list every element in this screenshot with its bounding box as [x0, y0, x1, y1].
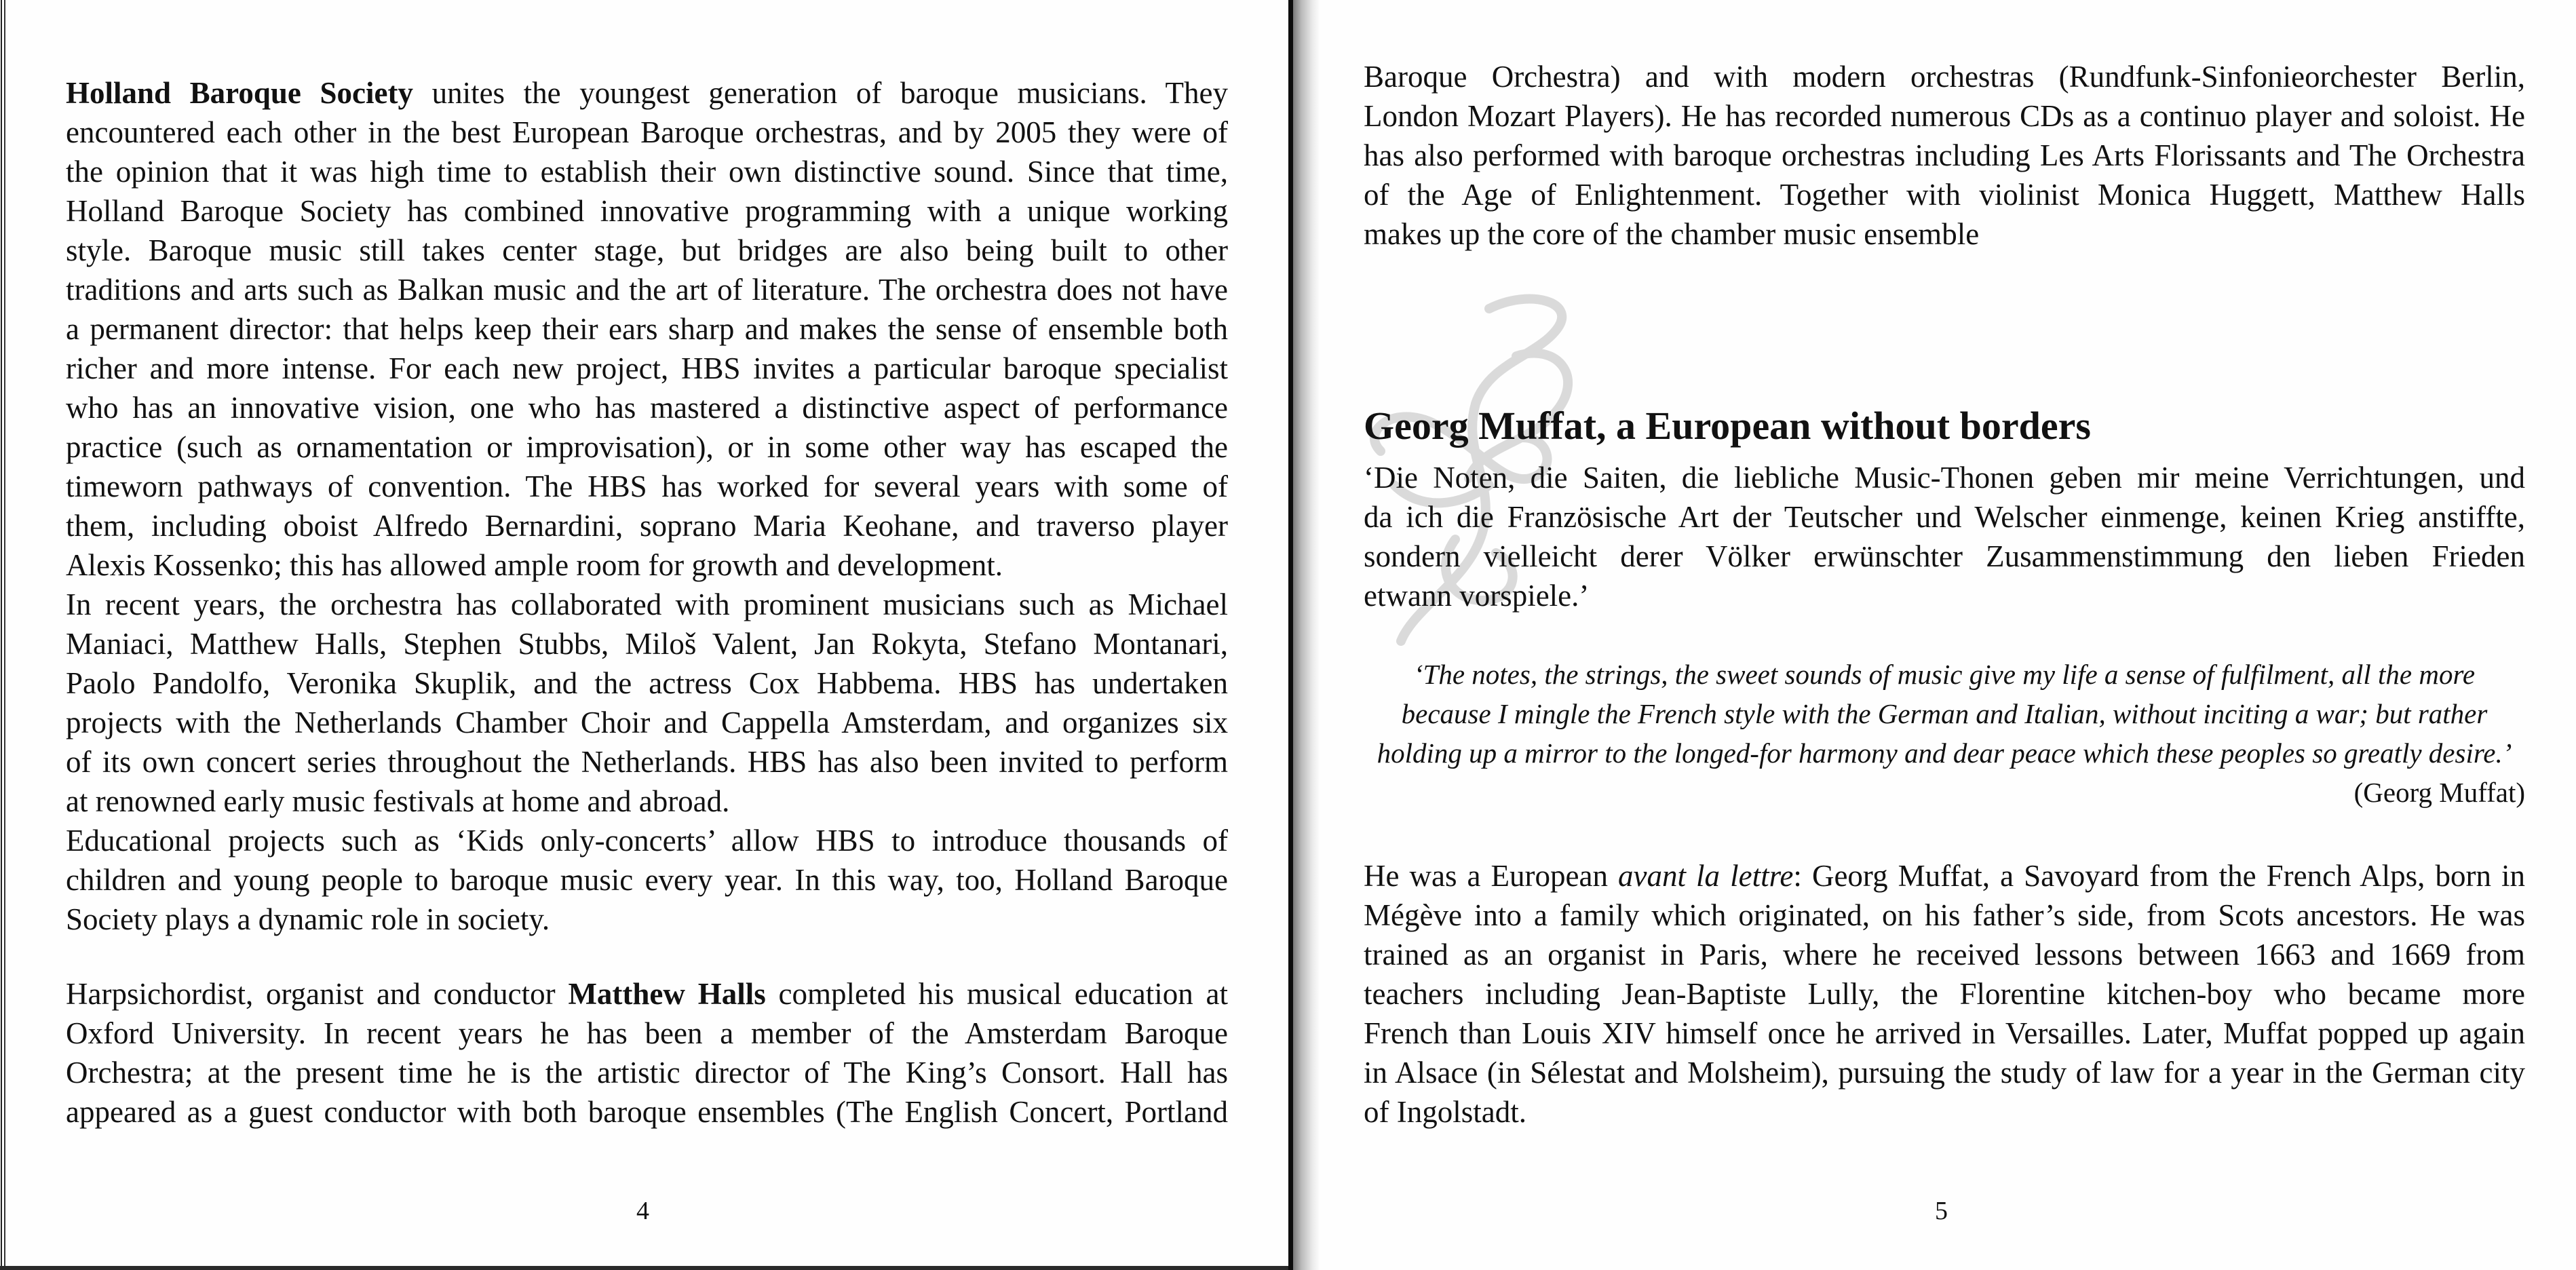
text-line: etwann vorspiele.’ [1364, 579, 1590, 613]
paragraph-hbs-education [66, 821, 1228, 939]
text-line: makes up the core of the chamber music ensemble [1364, 217, 1980, 251]
text-line: of the Age of Enlightenment. Together with violinist Monica Huggett, Matthew Halls [1364, 178, 2525, 212]
paragraph-matthew-halls-bio [66, 974, 1228, 1132]
book-gutter [1288, 0, 1293, 1270]
text-line: has also performed with baroque orchestras including Les Arts Florissants and The Orchestra [1364, 138, 2525, 172]
text-line: practice (such as ornamentation or improvisation), or in some other way has escaped the [66, 430, 1228, 464]
text-line: He was a European avant la lettre: Georg Muffat, a Savoyard from the French Alps, born in [1364, 859, 2525, 893]
paragraph-muffat-biography [1364, 856, 2525, 1132]
italic-phrase: avant la lettre [1618, 859, 1794, 893]
text-line: Society plays a dynamic role in society. [66, 902, 550, 936]
text-line: of its own concert series throughout the Netherlands. HBS has also been invited to perform [66, 745, 1228, 779]
text-line: appeared as a guest conductor with both baroque ensembles (The English Concert, Portland [66, 1095, 1228, 1129]
paragraph-hbs-collaborations [66, 585, 1228, 821]
text-line: da ich die Französische Art der Teutscher und Welscher einmenge, keinen Krieg anstiffte, [1364, 500, 2525, 534]
scan-edge-line [4, 0, 5, 1270]
text-line: Alexis Kossenko; this has allowed ample room for growth and development. [66, 548, 1003, 582]
text-line: In recent years, the orchestra has collaborated with prominent musicians such as Michael [66, 588, 1228, 621]
text-line: in Alsace (in Sélestat and Molsheim), pursuing the study of law for a year in the German city [1364, 1056, 2525, 1090]
text-line: Paolo Pandolfo, Veronika Skuplik, and the actress Cox Habbema. HBS has undertaken [66, 666, 1228, 700]
quote-line: because I mingle the French style with the German and Italian, without inciting a war; but rather [1401, 698, 2488, 729]
text-line: Oxford University. In recent years he has been a member of the Amsterdam Baroque [66, 1016, 1228, 1050]
paragraph-halls-continuation [1364, 57, 2525, 254]
quote-attribution: (Georg Muffat) [2353, 777, 2525, 808]
text-line: Mégève into a family which originated, on his father’s side, from Scots ancestors. He was [1364, 898, 2525, 932]
scan-bottom-edge [0, 1266, 1290, 1270]
text-line: them, including oboist Alfredo Bernardini, soprano Maria Keohane, and traverso player [66, 509, 1228, 543]
text-line: children and young people to baroque music every year. In this way, too, Holland Baroque [66, 863, 1228, 897]
text-line: Orchestra; at the present time he is the artistic director of The King’s Consort. Hall has [66, 1056, 1228, 1090]
text-line: Educational projects such as ‘Kids only-concerts’ allow HBS to introduce thousands of [66, 824, 1228, 858]
text-line: projects with the Netherlands Chamber Choir and Cappella Amsterdam, and organizes six [66, 706, 1228, 739]
paragraph-hbs-intro [66, 73, 1228, 585]
quote-line: ‘The notes, the strings, the sweet sounds of music give my life a sense of fulfilment, all the more [1413, 659, 2476, 690]
text-line: Harpsichordist, organist and conductor Matthew Halls completed his musical education at [66, 977, 1228, 1011]
text-line: richer and more intense. For each new project, HBS invites a particular baroque specialist [66, 351, 1228, 385]
text-line: teachers including Jean-Baptiste Lully, the Florentine kitchen-boy who became more [1364, 977, 2525, 1011]
text-line: at renowned early music festivals at home and abroad. [66, 784, 730, 818]
page-number: 4 [636, 1197, 649, 1225]
text-line: the opinion that it was high time to establish their own distinctive sound. Since that time, [66, 155, 1228, 189]
scan-edge-line [1, 0, 2, 1270]
english-quote [1364, 655, 2525, 812]
bold-name: Matthew Halls [568, 977, 766, 1011]
text-line: timeworn pathways of convention. The HBS has worked for several years with some of [66, 469, 1228, 503]
text-line: Holland Baroque Society has combined innovative programming with a unique working [66, 194, 1228, 228]
text-line: style. Baroque music still takes center stage, but bridges are also being built to other [66, 233, 1228, 267]
german-quote [1364, 458, 2525, 615]
bold-name: Holland Baroque Society [66, 76, 413, 110]
quote-line: holding up a mirror to the longed-for harmony and dear peace which these peoples so greatly desire.’ [1377, 737, 2512, 769]
text-line: of Ingolstadt. [1364, 1095, 1526, 1129]
text-line: trained as an organist in Paris, where he received lessons between 1663 and 1669 from [1364, 938, 2525, 971]
text-line: London Mozart Players). He has recorded numerous CDs as a continuo player and soloist. He [1364, 99, 2525, 133]
text-line: Holland Baroque Society unites the youngest generation of baroque musicians. They [66, 76, 1228, 110]
text-line: a permanent director: that helps keep their ears sharp and makes the sense of ensemble both [66, 312, 1228, 346]
text-line: traditions and arts such as Balkan music and the art of literature. The orchestra does not have [66, 273, 1228, 307]
page-number: 5 [1935, 1197, 1948, 1225]
section-heading: Georg Muffat, a European without borders [1364, 404, 2091, 448]
text-line: Maniaci, Matthew Halls, Stephen Stubbs, Miloš Valent, Jan Rokyta, Stefano Montanari, [66, 627, 1228, 661]
text-line: who has an innovative vision, one who has mastered a distinctive aspect of performance [66, 391, 1228, 425]
text-line: encountered each other in the best European Baroque orchestras, and by 2005 they were of [66, 115, 1228, 149]
gutter-shadow [1293, 0, 1320, 1270]
text-line: sondern vielleicht derer Völker erwünschter Zusammenstimmung den lieben Frieden [1364, 539, 2525, 573]
text-line: French than Louis XIV himself once he arrived in Versailles. Later, Muffat popped up again [1364, 1016, 2525, 1050]
text-line: ‘Die Noten, die Saiten, die liebliche Music-Thonen geben mir meine Verrichtungen, und [1364, 461, 2525, 495]
text-line: Baroque Orchestra) and with modern orchestras (Rundfunk-Sinfonieorchester Berlin, [1364, 60, 2525, 94]
